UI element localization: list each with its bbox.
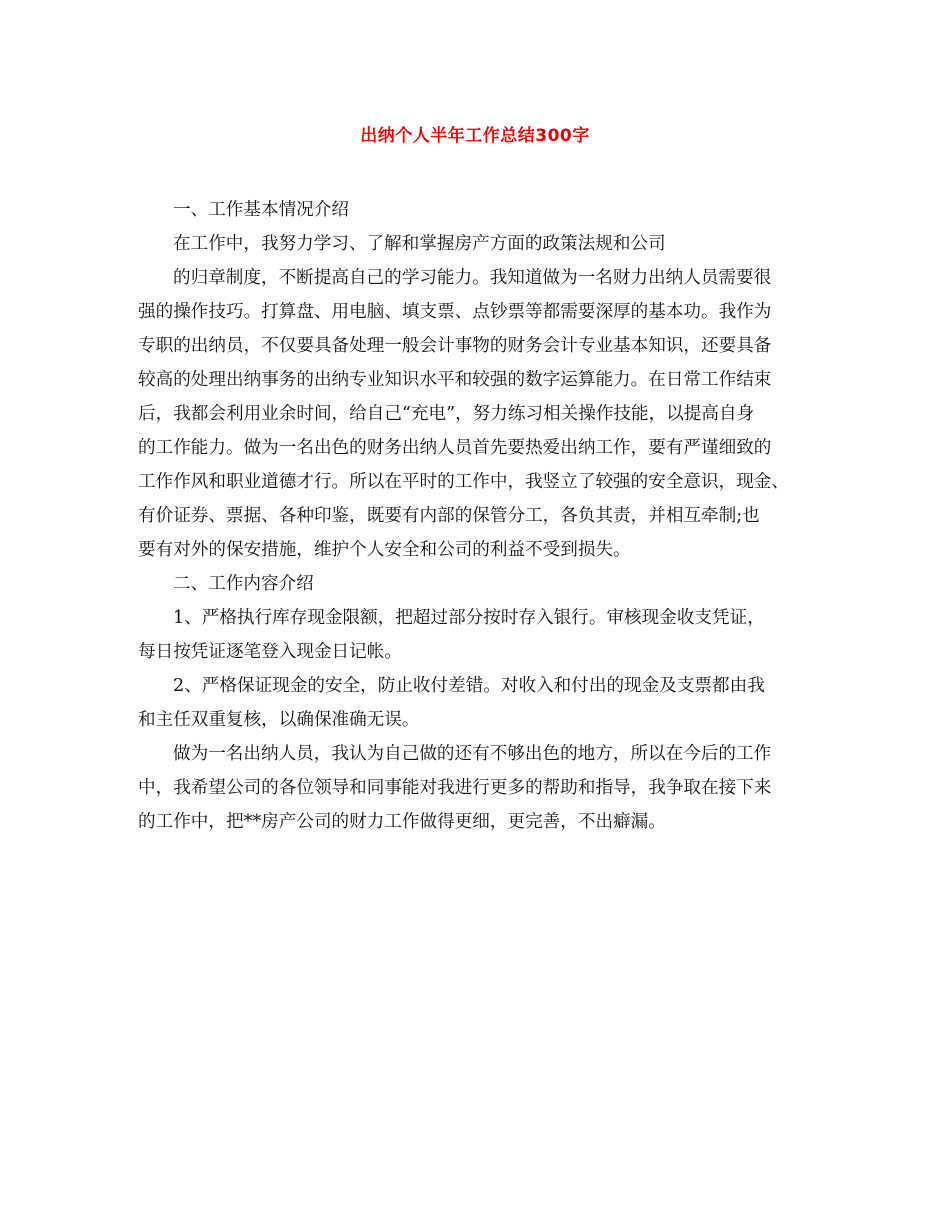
body-line: 一、工作基本情况介绍 (173, 200, 349, 220)
document-title: 出纳个人半年工作总结300字 (360, 126, 590, 146)
body-line: 1、严格执行库存现金限额，把超过部分按时存入银行。审核现金收支凭证， (173, 608, 765, 628)
body-line: 专职的出纳员，不仅要具备处理一般会计事物的财务会计专业基本知识，还要具备 (138, 336, 772, 356)
body-line: 的工作能力。做为一名出色的财务出纳人员首先要热爱出纳工作，要有严谨细致的 (138, 438, 772, 458)
body-line: 做为一名出纳人员，我认为自己做的还有不够出色的地方，所以在今后的工作 (173, 744, 772, 764)
section-heading: 二、工作内容介绍 (173, 574, 314, 594)
body-line: 和主任双重复核，以确保准确无误。 (138, 710, 420, 730)
body-line: 较高的处理出纳事务的出纳专业知识水平和较强的数字运算能力。在日常工作结束 (138, 370, 772, 390)
body-line: 要有对外的保安措施，维护个人安全和公司的利益不受到损失。 (138, 540, 631, 560)
body-line: 中，我希望公司的各位领导和同事能对我进行更多的帮助和指导，我争取在接下来 (138, 778, 772, 798)
body-line: 的工作中，把**房产公司的财力工作做得更细，更完善，不出癖漏。 (138, 812, 666, 832)
body-line: 后，我都会利用业余时间，给自己“充电”，努力练习相关操作技能，以提高自身 (138, 404, 755, 424)
body-line: 工作作风和职业道德才行。所以在平时的工作中，我竖立了较强的安全意识，现金、 (138, 472, 789, 492)
body-line: 强的操作技巧。打算盘、用电脑、填支票、点钞票等都需要深厚的基本功。我作为 (138, 302, 772, 322)
body-line: 有价证券、票据、各种印鉴，既要有内部的保管分工，各负其责，并相互牵制;也 (138, 506, 760, 526)
document-body (138, 193, 814, 839)
body-line: 在工作中，我努力学习、了解和掌握房产方面的政策法规和公司 (173, 234, 666, 254)
body-line: 的归章制度，不断提高自己的学习能力。我知道做为一名财力出纳人员需要很 (173, 268, 772, 288)
body-line: 每日按凭证逐笔登入现金日记帐。 (138, 642, 402, 662)
body-line: 2、严格保证现金的安全，防止收付差错。对收入和付出的现金及支票都由我 (173, 676, 765, 696)
